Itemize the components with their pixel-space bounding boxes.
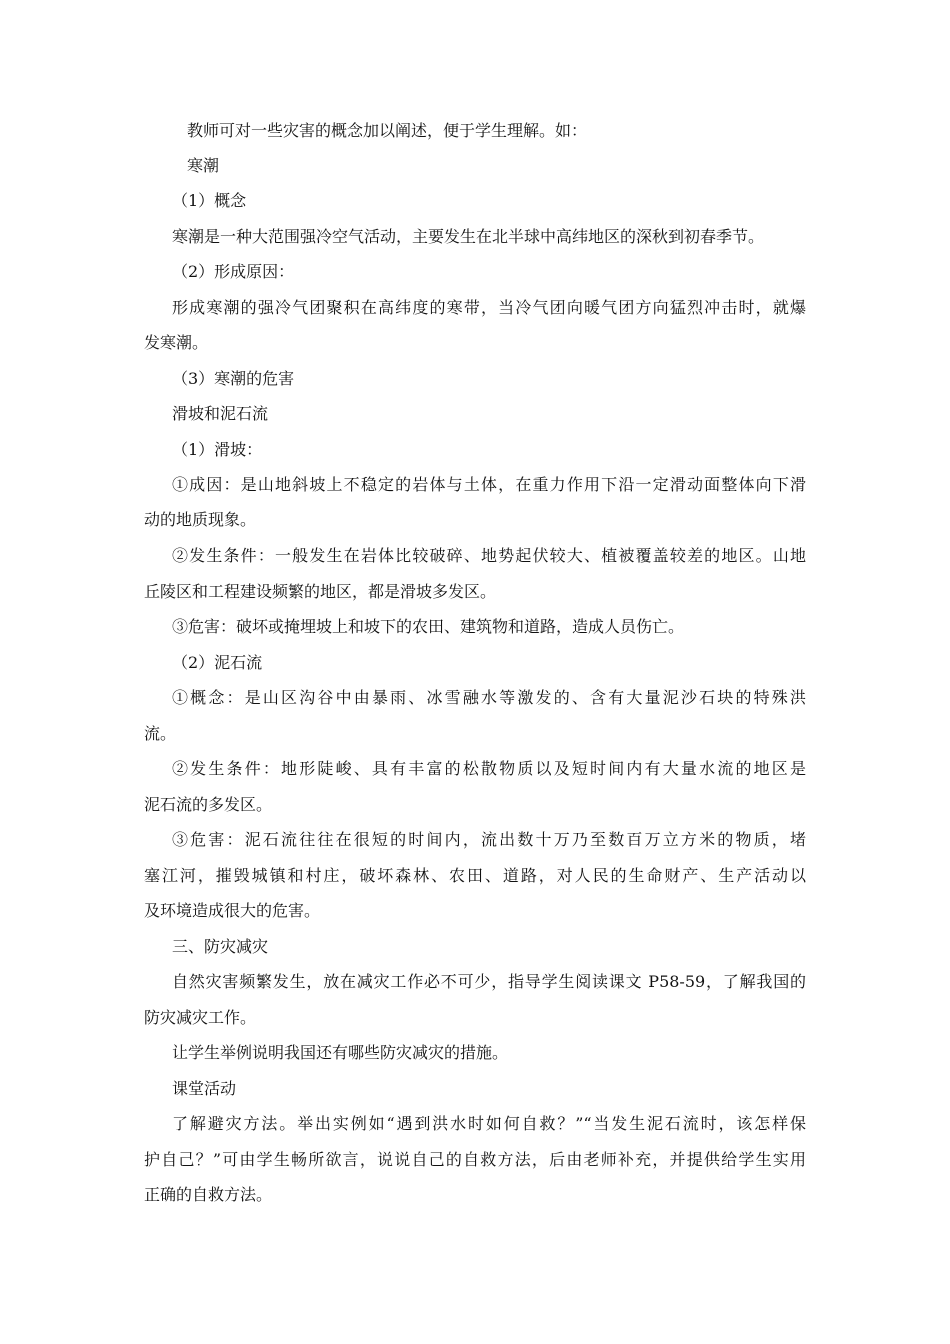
- hanchao-concept-text: 寒潮是一种大范围强冷空气活动，主要发生在北半球中高纬地区的深秋到初春季节。: [172, 227, 765, 246]
- mudflow-conditions-1: ②发生条件：地形陡峻、具有丰富的松散物质以及短时间内有大量水流的地区是: [172, 759, 806, 778]
- activity-text-1: 了解避灾方法。举出实例如“遇到洪水时如何自救？”“当发生泥石流时，该怎样保: [172, 1114, 806, 1133]
- mudflow-concept-2: 流。: [144, 724, 177, 743]
- hanchao-cause-text-1: 形成寒潮的强冷气团聚积在高纬度的寒带，当冷气团向暖气团方向猛烈冲击时，就爆: [172, 298, 806, 317]
- intro-line: 教师可对一些灾害的概念加以阐述，便于学生理解。如：: [187, 121, 588, 140]
- mudflow-harm-2: 塞江河，摧毁城镇和村庄，破坏森林、农田、道路，对人民的生命财产、生产活动以: [144, 866, 806, 885]
- subheading-concept: （1）概念: [172, 191, 247, 210]
- prevention-measures-text: 让学生举例说明我国还有哪些防灾减灾的措施。: [172, 1043, 509, 1062]
- heading-hanchao: 寒潮: [187, 156, 220, 175]
- landslide-cause-1: ①成因：是山地斜坡上不稳定的岩体与土体，在重力作用下沿一定滑动面整体向下滑: [172, 475, 806, 494]
- activity-text-3: 正确的自救方法。: [144, 1185, 273, 1204]
- landslide-conditions-1: ②发生条件：一般发生在岩体比较破碎、地势起伏较大、植被覆盖较差的地区。山地: [172, 546, 806, 565]
- heading-disaster-prevention: 三、防灾减灾: [172, 937, 269, 956]
- activity-text-2: 护自己？”可由学生畅所欲言，说说自己的自救方法，后由老师补充，并提供给学生实用: [144, 1150, 806, 1169]
- subheading-mudflow: （2）泥石流: [172, 653, 263, 672]
- subheading-harm: （3）寒潮的危害: [172, 369, 295, 388]
- hanchao-cause-text-2: 发寒潮。: [144, 333, 209, 352]
- mudflow-harm-3: 及环境造成很大的危害。: [144, 901, 321, 920]
- prevention-text-1: 自然灾害频繁发生，放在减灾工作必不可少，指导学生阅读课文 P58-59，了解我国的: [172, 972, 806, 991]
- heading-landslide-mudflow: 滑坡和泥石流: [172, 404, 269, 423]
- subheading-landslide: （1）滑坡：: [172, 440, 263, 459]
- mudflow-concept-1: ①概念：是山区沟谷中由暴雨、冰雪融水等激发的、含有大量泥沙石块的特殊洪: [172, 688, 806, 707]
- landslide-conditions-2: 丘陵区和工程建设频繁的地区，都是滑坡多发区。: [144, 582, 497, 601]
- heading-class-activity: 课堂活动: [172, 1079, 237, 1098]
- subheading-cause: （2）形成原因：: [172, 262, 295, 281]
- mudflow-harm-1: ③危害：泥石流往往在很短的时间内，流出数十万乃至数百万立方米的物质，堵: [172, 830, 806, 849]
- landslide-cause-2: 动的地质现象。: [144, 510, 257, 529]
- mudflow-conditions-2: 泥石流的多发区。: [144, 795, 273, 814]
- landslide-harm: ③危害：破坏或掩埋坡上和坡下的农田、建筑物和道路，造成人员伤亡。: [172, 617, 685, 636]
- prevention-text-2: 防灾减灾工作。: [144, 1008, 257, 1027]
